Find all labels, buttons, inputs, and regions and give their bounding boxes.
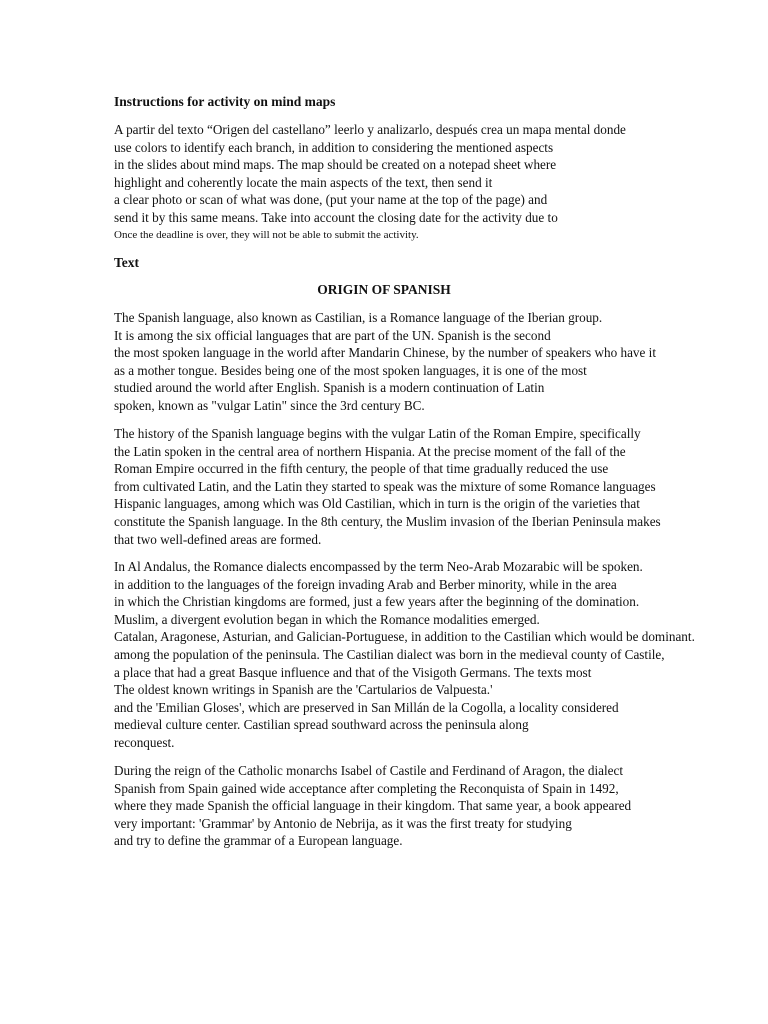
instructions-line: use colors to identify each branch, in addition to considering the mentioned aspects (114, 139, 554, 155)
paragraph-line: as a mother tongue. Besides being one of the most spoken languages, it is one of the most (114, 362, 587, 378)
instructions-line: send it by this same means. Take into account the closing date for the activity due to (114, 209, 558, 225)
paragraph-line: Roman Empire occurred in the fifth century, the people of that time gradually reduced the use (114, 461, 609, 477)
paragraph-line: In Al Andalus, the Romance dialects encompassed by the term Neo-Arab Mozarabic will be spoken. (114, 559, 643, 574)
instructions-title: Instructions for activity on mind maps (114, 94, 336, 109)
paragraph-line: in which the Christian kingdoms are formed, just a few years after the beginning of the domination. (114, 594, 640, 610)
paragraph-line: among the population of the peninsula. The Castilian dialect was born in the medieval county of Castile, (114, 646, 665, 662)
paragraph-line: where they made Spanish the official language in their kingdom. That same year, a book appeared (114, 798, 632, 814)
paragraph-line: The Spanish language, also known as Castilian, is a Romance language of the Iberian group. (114, 310, 603, 325)
paragraph-line: in addition to the languages of the foreign invading Arab and Berber minority, while in the area (114, 576, 617, 592)
paragraph-line: spoken, known as "vulgar Latin" since the 3rd century BC. (114, 397, 425, 413)
paragraph-line: The oldest known writings in Spanish are the 'Cartularios de Valpuesta.' (114, 682, 493, 698)
document-title: ORIGIN OF SPANISH (317, 282, 451, 297)
paragraph-line: Hispanic languages, among which was Old Castilian, which in turn is the origin of the varieties that (114, 496, 640, 512)
instructions-line: A partir del texto “Origen del castellano” leerlo y analizarlo, después crea un mapa mental donde (114, 122, 626, 137)
instructions-line: a clear photo or scan of what was done, (put your name at the top of the page) and (114, 192, 548, 208)
paragraph-line: a place that had a great Basque influence and that of the Visigoth Germans. The texts most (114, 664, 592, 680)
paragraph-line: studied around the world after English. Spanish is a modern continuation of Latin (114, 380, 545, 396)
instructions-body (114, 121, 626, 244)
paragraph-line: Spanish from Spain gained wide acceptance after completing the Reconquista of Spain in 1492, (114, 780, 619, 796)
paragraph-1 (114, 309, 656, 415)
paragraph-line: and the 'Emilian Gloses', which are preserved in San Millán de la Cogolla, a locality considered (114, 699, 619, 715)
instructions-line: highlight and coherently locate the main aspects of the text, then send it (114, 174, 493, 190)
paragraph-line: constitute the Spanish language. In the 8th century, the Muslim invasion of the Iberian Peninsula makes (114, 513, 661, 529)
deadline-note: Once the deadline is over, they will not be able to submit the activity. (114, 228, 419, 241)
paragraph-line: the most spoken language in the world after Mandarin Chinese, by the number of speakers who have it (114, 345, 657, 361)
paragraph-line: very important: 'Grammar' by Antonio de Nebrija, as it was the first treaty for studying (114, 815, 572, 831)
paragraph-line: During the reign of the Catholic monarchs Isabel of Castile and Ferdinand of Aragon, the dialect (114, 763, 624, 778)
paragraph-line: Catalan, Aragonese, Asturian, and Galician-Portuguese, in addition to the Castilian which would be dominant. (114, 629, 695, 645)
instructions-line: in the slides about mind maps. The map should be created on a notepad sheet where (114, 157, 557, 173)
paragraph-line: Muslim, a divergent evolution began in which the Romance modalities emerged. (114, 611, 540, 627)
paragraph-line: the Latin spoken in the central area of northern Hispania. At the precise moment of the fall of the (114, 443, 626, 459)
text-section-label: Text (114, 255, 140, 270)
paragraph-line: and try to define the grammar of a European language. (114, 833, 403, 849)
paragraph-3 (114, 558, 695, 752)
paragraph-line: reconquest. (114, 734, 175, 750)
paragraph-4 (114, 762, 631, 850)
paragraph-2 (114, 425, 661, 548)
paragraph-line: The history of the Spanish language begins with the vulgar Latin of the Roman Empire, specifically (114, 426, 641, 441)
paragraph-line: medieval culture center. Castilian spread southward across the peninsula along (114, 717, 529, 733)
paragraph-line: It is among the six official languages that are part of the UN. Spanish is the second (114, 327, 551, 343)
paragraph-line: from cultivated Latin, and the Latin they started to speak was the mixture of some Romance languages (114, 478, 656, 494)
paragraph-line: that two well-defined areas are formed. (114, 531, 322, 547)
